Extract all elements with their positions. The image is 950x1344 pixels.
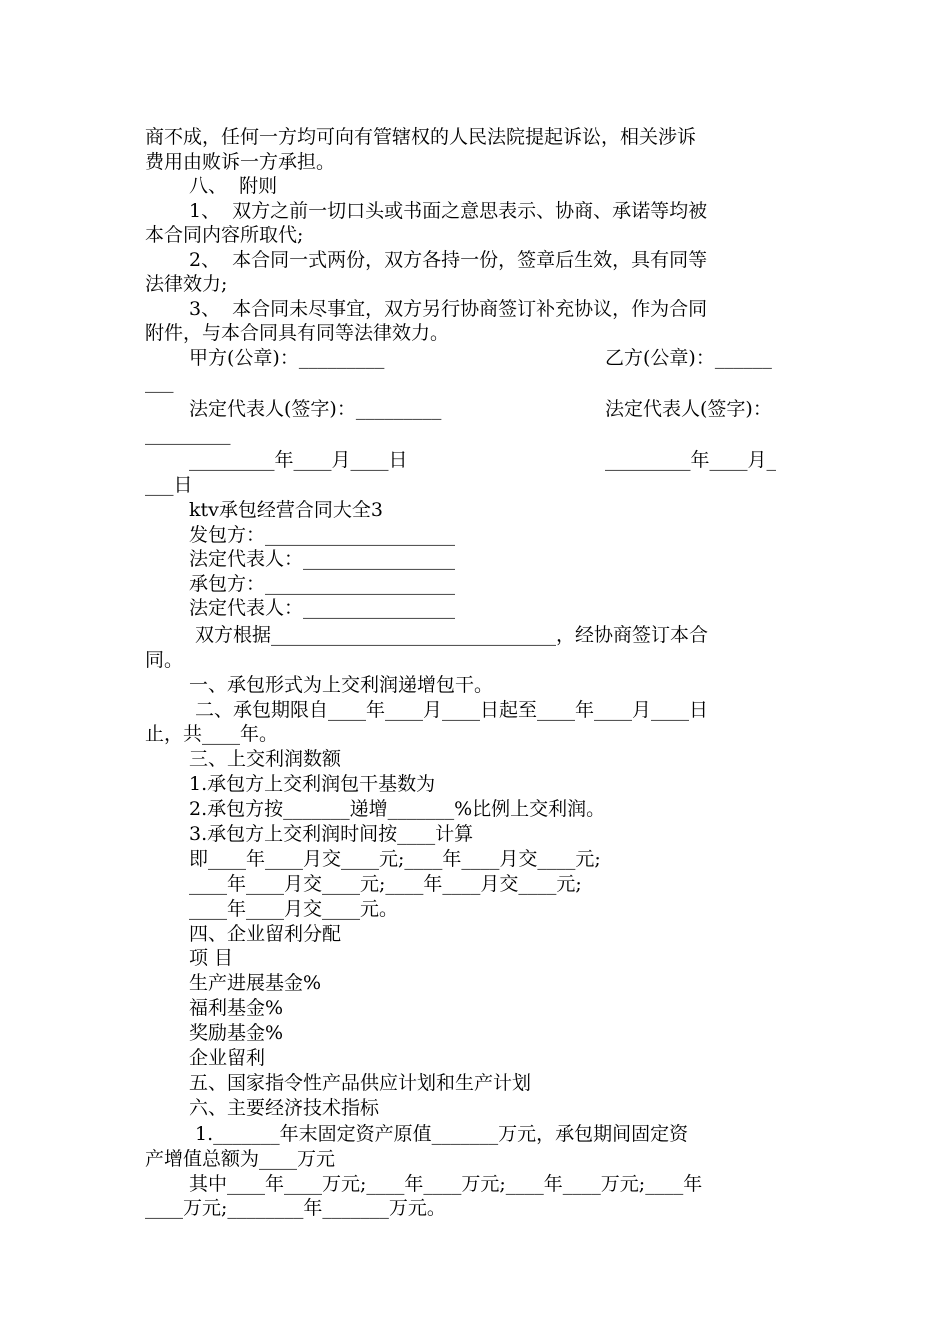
text-line: 其中____年____万元;____年____万元;____年____万元;____年 [189, 1173, 703, 1195]
text-line: 企业留利 [189, 1047, 266, 1069]
party-b-representative-line: 法定代表人(签字)： [605, 398, 772, 420]
text-line: 2、 本合同一式两份，双方各持一份，签章后生效，具有同等 [189, 249, 708, 271]
party-a-seal-line: 甲方(公章)：_________ [189, 347, 385, 369]
employer-line: 发包方：____________________ [189, 524, 456, 546]
party-a-representative-line: 法定代表人(签字)：_________ [189, 398, 442, 420]
party-b-date-line: _________年____月_ [605, 449, 777, 471]
text-line: 奖励基金% [189, 1022, 284, 1044]
contractor-line: 承包方：____________________ [189, 573, 456, 595]
text-line: ____万元;________年_______万元。 [145, 1197, 446, 1219]
text-line: 3.承包方上交利润时间按____计算 [189, 823, 474, 845]
text-line: 2.承包方按_______递增_______%比例上交利润。 [189, 798, 606, 820]
employer-representative-line: 法定代表人：________________ [189, 548, 456, 570]
party-a-date-line: _________年____月____日 [189, 449, 408, 471]
document-title: ktv承包经营合同大全3 [189, 499, 383, 521]
text-line: 生产进展基金% [189, 972, 322, 994]
section-heading: 六、主要经济技术指标 [189, 1097, 380, 1119]
text-line: 即____年____月交____元;____年____月交____元; [189, 848, 601, 870]
text-line: 1、 双方之前一切口头或书面之意思表示、协商、承诺等均被 [189, 200, 708, 222]
party-b-seal-line: 乙方(公章)：______ [605, 347, 772, 369]
text-line: 二、承包期限自____年____月____日起至____年____月____日 [189, 699, 709, 721]
text-line: 3、 本合同未尽事宜，双方另行协商签订补充协议，作为合同 [189, 298, 708, 320]
text-line: 法律效力; [145, 273, 228, 295]
contractor-representative-line: 法定代表人：________________ [189, 597, 456, 619]
text-line: 双方根据______________________________，经协商签订本合 [189, 624, 709, 646]
text-line: 1._______年末固定资产原值_______万元，承包期间固定资 [189, 1123, 689, 1145]
text-line: ___日 [145, 474, 193, 496]
section-heading: 三、上交利润数额 [189, 748, 342, 770]
text-line: ___ [145, 371, 174, 393]
section-heading: 四、企业留利分配 [189, 923, 342, 945]
text-line: 产增值总额为____万元 [145, 1148, 336, 1170]
text-line: ____年____月交____元。 [189, 898, 399, 920]
text-line: 同。 [145, 649, 184, 671]
text-line: 1.承包方上交利润包干基数为 [189, 773, 436, 795]
section-heading: 八、 附则 [189, 175, 278, 197]
text-line: 本合同内容所取代; [145, 224, 304, 246]
text-line: ____年____月交____元;____年____月交____元; [189, 873, 582, 895]
text-line: 福利基金% [189, 997, 284, 1019]
text-line: 止，共____年。 [145, 723, 279, 745]
text-line: _________ [145, 423, 231, 445]
text-line: 费用由败诉一方承担。 [145, 151, 336, 173]
section-heading: 一、承包形式为上交利润递增包干。 [189, 674, 494, 696]
section-heading: 五、国家指令性产品供应计划和生产计划 [189, 1072, 532, 1094]
text-line: 商不成，任何一方均可向有管辖权的人民法院提起诉讼，相关涉诉 [145, 126, 697, 148]
text-line: 项 目 [189, 947, 234, 969]
text-line: 附件，与本合同具有同等法律效力。 [145, 322, 450, 344]
